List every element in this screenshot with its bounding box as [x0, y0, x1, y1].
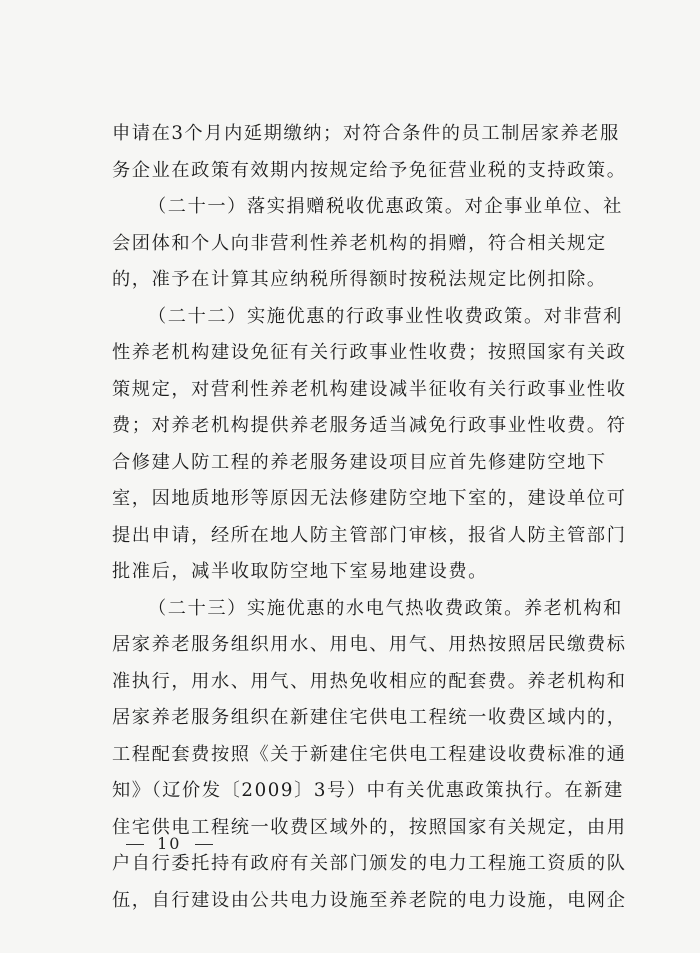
text-line: 准执行，用水、用气、用热免收相应的配套费。养老机构和: [112, 670, 627, 692]
text-line: （二十二）实施优惠的行政事业性收费政策。对非营利: [148, 305, 623, 327]
text-line: 伍，自行建设由公共电力设施至养老院的电力设施，电网企: [112, 889, 627, 911]
page-number: 10: [157, 834, 182, 853]
text-line: 户自行委托持有政府有关部门颁发的电力工程施工资质的队: [112, 853, 627, 874]
page-number-footer: [120, 834, 219, 853]
dash-left: [126, 844, 144, 845]
text-line: 室，因地质地形等原因无法修建防空地下室的，建设单位可: [112, 488, 627, 509]
text-line: 居家养老服务组织用水、用电、用气、用热按照居民缴费标: [112, 634, 627, 655]
text-line: 工程配套费按照《关于新建住宅供电工程建设收费标准的通: [112, 743, 627, 765]
text-line: 的，准予在计算其应纳税所得额时按税法规定比例扣除。: [112, 269, 607, 290]
text-line: 知》（辽价发〔2009〕3号）中有关优惠政策执行。在新建: [112, 780, 624, 801]
text-line: 费；对养老机构提供养老服务适当减免行政事业性收费。符: [112, 415, 627, 436]
text-line: 提出申请，经所在地人防主管部门审核，报省人防主管部门: [112, 524, 627, 546]
text-line: 批准后，减半收取防空地下室易地建设费。: [112, 561, 488, 582]
text-line: 居家养老服务组织在新建住宅供电工程统一收费区域内的，: [112, 707, 627, 728]
text-line: 性养老机构建设免征有关行政事业性收费；按照国家有关政: [112, 342, 627, 363]
text-line: 合修建人防工程的养老服务建设项目应首先修建防空地下: [112, 451, 607, 473]
text-line: 会团体和个人向非营利性养老机构的捐赠，符合相关规定: [112, 232, 607, 254]
text-line: （二十三）实施优惠的水电气热收费政策。养老机构和: [148, 597, 623, 619]
dash-right: [195, 844, 213, 845]
text-line: （二十一）落实捐赠税收优惠政策。对企事业单位、社: [148, 196, 623, 217]
text-line: 策规定，对营利性养老机构建设减半征收有关行政事业性收: [112, 378, 627, 400]
text-line: 住宅供电工程统一收费区域外的，按照国家有关规定，由用: [112, 816, 627, 838]
text-line: 务企业在政策有效期内按规定给予免征营业税的支持政策。: [112, 159, 627, 181]
body-text: [112, 116, 627, 919]
text-line: 申请在3个月内延期缴纳；对符合条件的员工制居家养老服: [112, 123, 620, 144]
